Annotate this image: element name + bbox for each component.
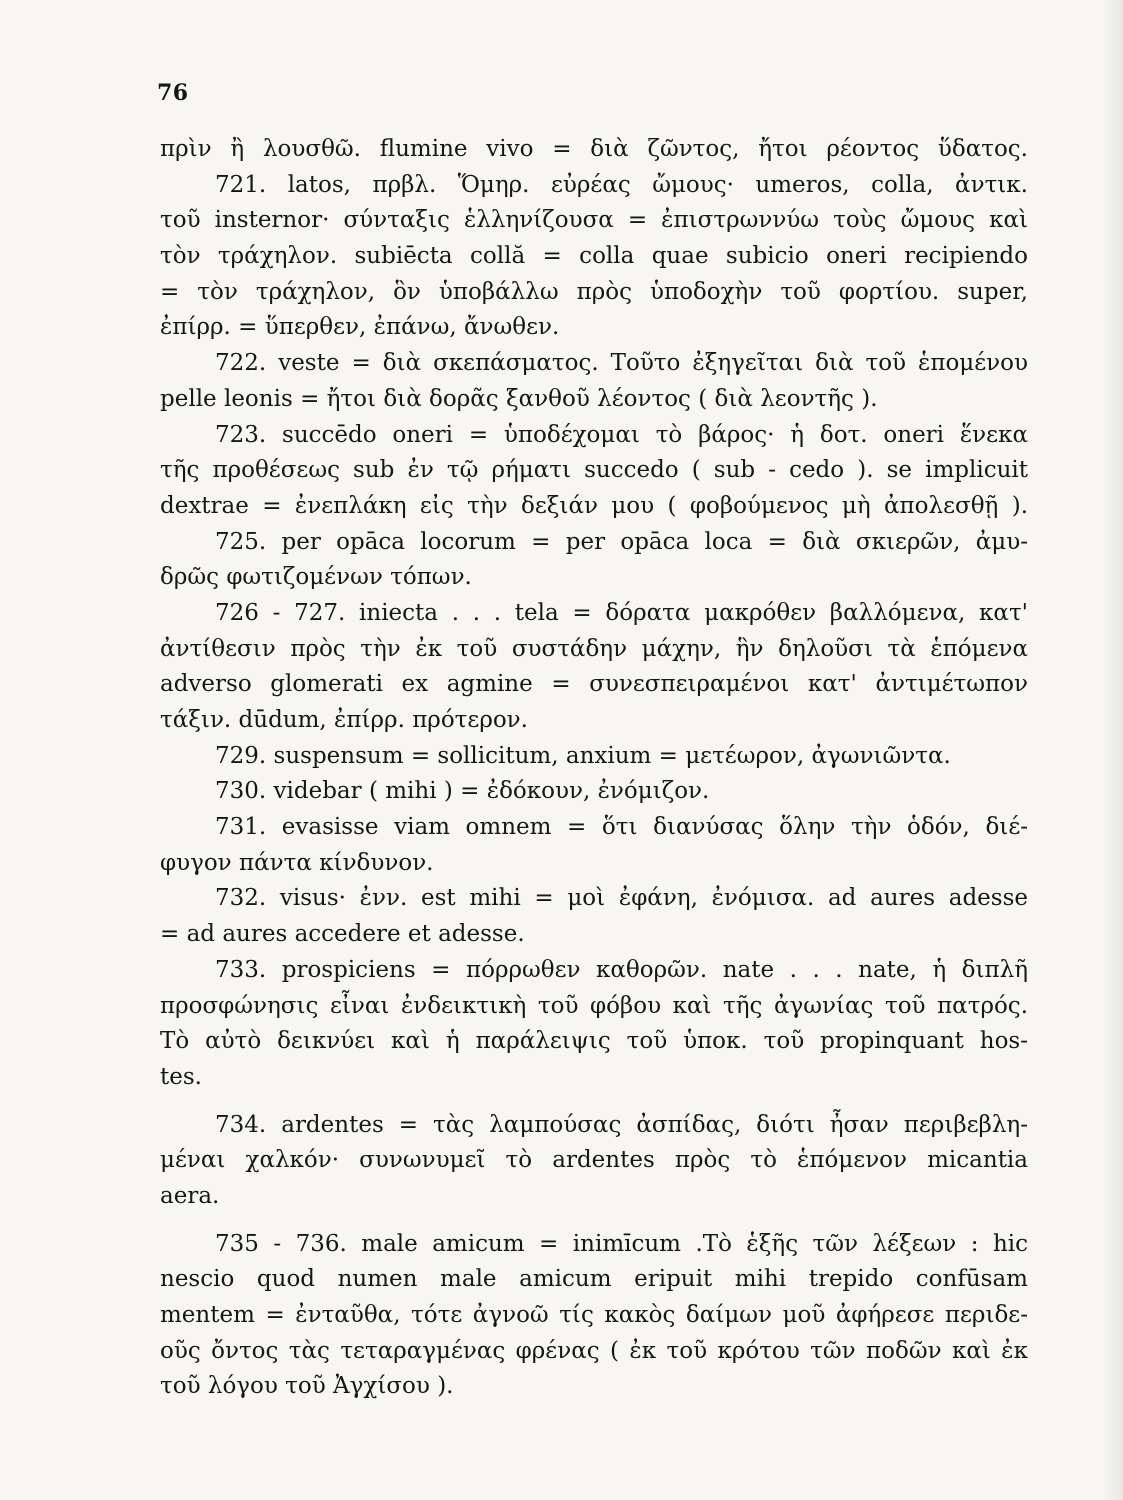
text-line: τὸν τράχηλον. subiēcta collă = colla quae subicio oneri recipiendo — [160, 243, 1028, 270]
text-line: = ad aures accedere et adesse. — [160, 921, 525, 948]
text-line: 725. per opāca locorum = per opāca loca = διὰ σκιερῶν, ἀμυ- — [215, 528, 1028, 555]
text-line: nescio quod numen male amicum eripuit mihi trepido confūsam — [160, 1266, 1028, 1293]
page-number: 76 — [157, 80, 189, 106]
text-line: 734. ardentes = τὰς λαμπούσας ἀσπίδας, διότι ἦσαν περιβεβλη- — [215, 1111, 1028, 1138]
text-line: Τὸ αὐτὸ δεικνύει καὶ ἡ παράλειψις τοῦ ὑποκ. τοῦ propinquant hos- — [160, 1028, 1028, 1055]
text-line: 723. succēdo oneri = ὑποδέχομαι τὸ βάρος· ἡ δοτ. oneri ἕνεκα — [215, 421, 1028, 448]
text-line: 721. latos, πρβλ. Ὅμηρ. εὐρέας ὤμους· umeros, colla, ἀντικ. — [215, 171, 1028, 198]
text-line: τάξιν. dūdum, ἐπίρρ. πρότερον. — [160, 707, 528, 733]
text-line: = τὸν τράχηλον, ὃν ὑποβάλλω πρὸς ὑποδοχὴν τοῦ φορτίου. super, — [160, 278, 1028, 305]
text-line: τοῦ λόγου τοῦ Ἀγχίσου ). — [160, 1373, 454, 1400]
text-line: ἀντίθεσιν πρὸς τὴν ἐκ τοῦ συστάδην μάχην, ἣν δηλοῦσι τὰ ἑπόμενα — [160, 635, 1028, 662]
text-line: aera. — [160, 1182, 220, 1209]
text-line: τῆς προθέσεως sub ἐν τῷ ρήματι succedo ( sub - cedo ). se implicuit — [160, 457, 1028, 484]
text-line: adverso glomerati ex agmine = συνεσπειραμένοι κατ' ἀντιμέτωπον — [160, 671, 1028, 698]
text-line: 722. veste = διὰ σκεπάσματος. Τοῦτο ἐξηγεῖται διὰ τοῦ ἑπομένου — [215, 350, 1028, 377]
text-line: μέναι χαλκόν· συνωνυμεῖ τὸ ardentes πρὸς τὸ ἑπόμενον micantia — [160, 1147, 1028, 1174]
text-line: 730. videbar ( mihi ) = ἐδόκουν, ἐνόμιζον. — [215, 778, 710, 805]
text-line: 735 - 736. male amicum = inimīcum .Τὸ ἑξῆς τῶν λέξεων : hic — [215, 1230, 1028, 1257]
text-line: 729. suspensum = sollicitum, anxium = μετέωρον, ἀγωνιῶντα. — [215, 742, 951, 769]
text-line: dextrae = ἐνεπλάκη εἰς τὴν δεξιάν μου ( φοβούμενος μὴ ἀπολεσθῇ ). — [160, 492, 1028, 519]
text-line: mentem = ἐνταῦθα, τότε ἀγνοῶ τίς κακὸς δαίμων μοῦ ἀφήρεσε περιδε- — [160, 1302, 1028, 1328]
text-line: τοῦ insternor· σύνταξις ἑλληνίζουσα = ἐπιστρωννύω τοὺς ὤμους καὶ — [160, 207, 1028, 234]
text-line: tes. — [160, 1063, 202, 1090]
commentary-text — [160, 132, 1028, 1405]
text-line: οῦς ὄντος τὰς τεταραγμένας φρένας ( ἐκ τοῦ κρότου τῶν ποδῶν καὶ ἐκ — [160, 1337, 1028, 1364]
text-line: 731. evasisse viam omnem = ὅτι διανύσας ὅλην τὴν ὁδόν, διέ- — [215, 814, 1028, 841]
text-line: 733. prospiciens = πόρρωθεν καθορῶν. nate . . . nate, ἡ διπλῆ — [215, 956, 1028, 983]
text-line: ἐπίρρ. = ὕπερθεν, ἐπάνω, ἄνωθεν. — [160, 314, 560, 341]
text-line: pelle leonis = ἤτοι διὰ δορᾶς ξανθοῦ λέοντος ( διὰ λεοντῆς ). — [160, 385, 878, 412]
text-line: δρῶς φωτιζομένων τόπων. — [160, 564, 472, 591]
text-line: 726 - 727. iniecta . . . tela = δόρατα μακρόθεν βαλλόμενα, κατ' — [215, 599, 1028, 626]
text-line: φυγον πάντα κίνδυνον. — [160, 849, 434, 876]
page-edge-shadow — [1103, 0, 1123, 1500]
text-line: πρὶν ἢ λουσθῶ. flumine vivo = διὰ ζῶντος, ἤτοι ρέοντος ὕδατος. — [160, 136, 1028, 162]
text-line: 732. visus· ἐνν. est mihi = μοὶ ἐφάνη, ἐνόμισα. ad aures adesse — [215, 885, 1028, 912]
text-line: προσφώνησις εἶναι ἐνδεικτικὴ τοῦ φόβου καὶ τῆς ἀγωνίας τοῦ πατρός. — [160, 992, 1028, 1019]
